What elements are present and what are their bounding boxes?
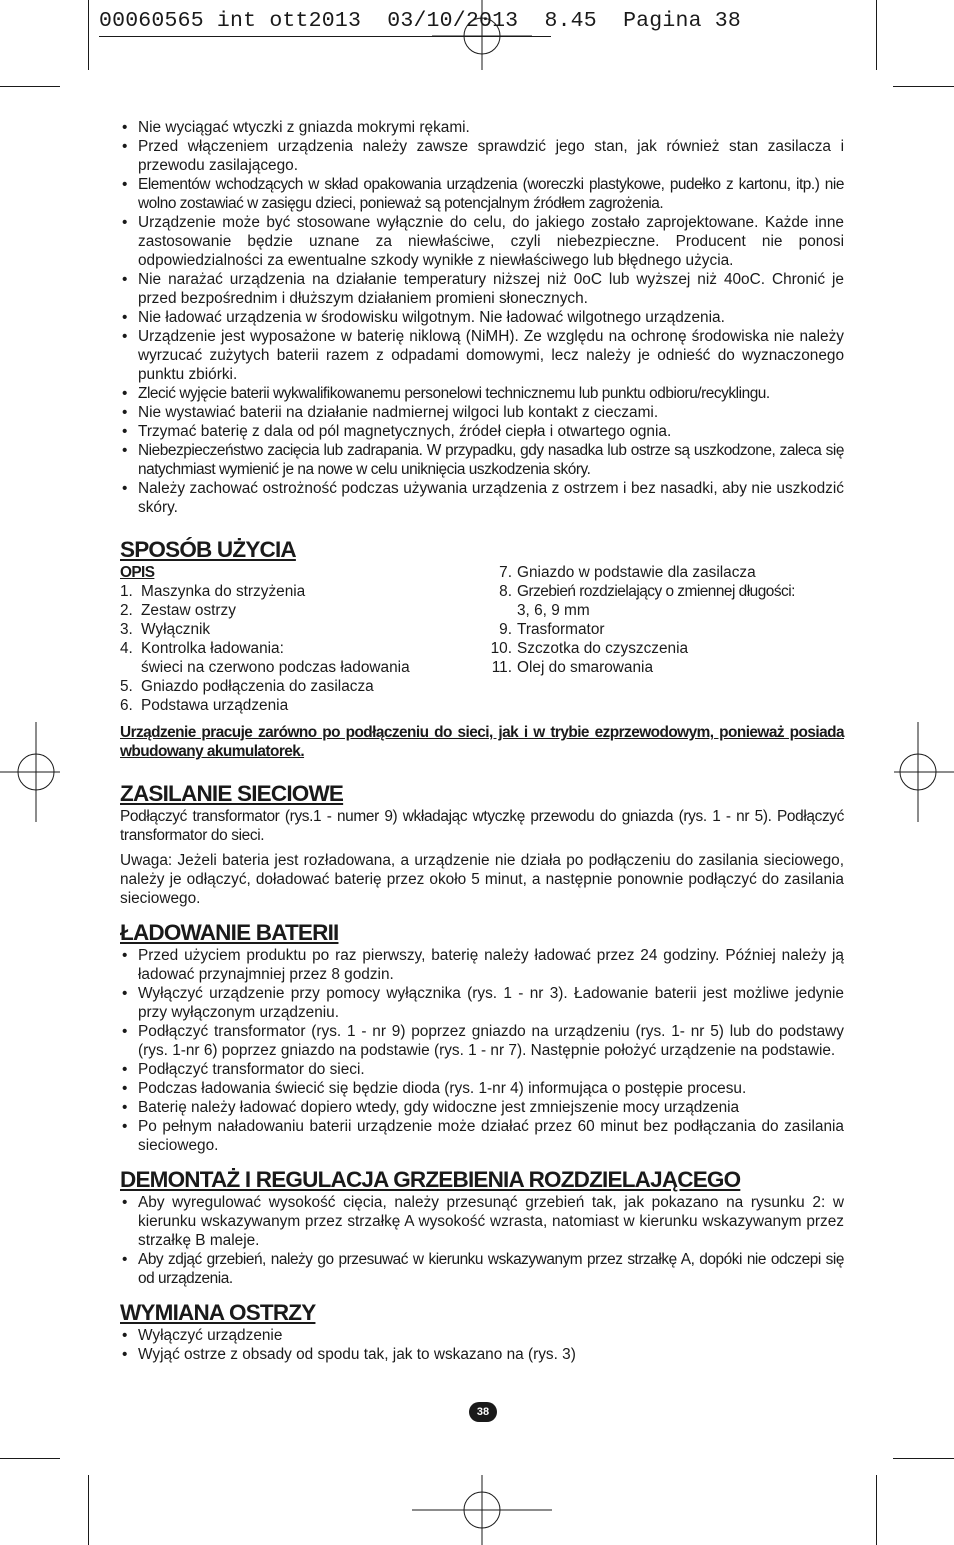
list-item: • Baterię należy ładować dopiero wtedy, gdy widoczne jest zmniejszenie mocy urządzenia — [120, 1098, 844, 1117]
part-number — [482, 601, 517, 620]
list-item: • Niebezpieczeństwo zacięcia lub zadrapania. W przypadku, gdy nasadka lub ostrze są uszkodzone, zaleca się natychmiast wymienić je na nowe w celu uniknięcia uszkodzenia skóry. — [120, 441, 844, 479]
part-number: 5. — [120, 678, 133, 695]
part-number: 9. — [499, 621, 512, 638]
list-item — [120, 601, 482, 620]
mains-warning: Uwaga: Jeżeli bateria jest rozładowana, a urządzenie nie działa po podłączeniu do zasilania sieciowego, należy je odłączyć, doładować baterię przez około 5 minut, a następnie ponownie podłączyć do zasilania sieciowego. — [120, 852, 844, 907]
part-number: 8. — [499, 583, 512, 600]
crop-mark-top-left-h — [0, 86, 60, 87]
list-item — [120, 582, 482, 601]
list-item: • Urządzenie jest wyposażone w baterię niklową (NiMH). Ze względu na ochronę środowiska nie należy wyrzucać zużytych baterii razem z odpadami domowymi, lecz należy je odnieść do wyznaczonego punktu zbiórki. — [120, 327, 844, 384]
registration-mark-bottom — [412, 1475, 552, 1545]
list-item: • Trzymać baterię z dala od pól magnetycznych, źródeł ciepła i otwartego ognia. — [120, 422, 844, 441]
parts-column-right — [482, 563, 844, 715]
list-item — [482, 639, 844, 658]
list-item — [482, 601, 844, 620]
comb-list — [120, 1193, 844, 1288]
list-item: • Zlecić wyjęcie baterii wykwalifikowanemu personelowi technicznemu lub punktu odbioru/recyklingu. — [120, 384, 844, 403]
list-item — [482, 582, 844, 601]
list-item: • Po pełnym naładowaniu baterii urządzenie może działać przez 60 minut bez podłączania do zasilania sieciowego. — [120, 1117, 844, 1155]
part-number: 1. — [120, 583, 133, 600]
list-item — [120, 696, 482, 715]
part-label: Szczotka do czyszczenia — [517, 640, 689, 657]
part-label: Wyłącznik — [141, 621, 211, 638]
list-item: • Podłączyć transformator (rys. 1 - nr 9) poprzez gniazdo na urządzeniu (rys. 1- nr 5) lub do podstawy (rys. 1-nr 6) poprzez gniazdo na podstawie (rys. 1 - nr 7). Następnie położyć urządzenie na podstawie. — [120, 1022, 844, 1060]
part-number — [120, 658, 141, 677]
list-item: • Nie narażać urządzenia na działanie temperatury niższej niż 0oC lub wyższej niż 40oC. Chronić je przed bezpośrednim i dłuższym działaniem promieni słonecznych. — [120, 270, 844, 308]
list-item: • Przed włączeniem urządzenia należy zawsze sprawdzić jego stan, jak również stan zasilacza i przewodu zasilającego. — [120, 137, 844, 175]
cordless-note: Urządzenie pracuje zarówno po podłączeniu do sieci, jak i w trybie ezprzewodowym, ponieważ posiada wbudowany akumulatorek. — [120, 724, 844, 760]
list-item: • Wyłączyć urządzenie przy pomocy wyłącznika (rys. 1 - nr 3). Ładowanie baterii jest możliwe jedynie przy wyłączonym urządzeniu. — [120, 984, 844, 1022]
part-number: 3. — [120, 621, 133, 638]
part-label: Maszynka do strzyżenia — [141, 583, 306, 600]
list-item: • Elementów wchodzących w skład opakowania urządzenia (woreczki plastykowe, pudełko z kartonu, itp.) nie wolno zostawiać w zasięgu dzieci, ponieważ są potencjalnym źródłem zagrożenia. — [120, 175, 844, 213]
registration-mark-right — [894, 722, 954, 822]
crop-mark-top-right — [876, 0, 877, 70]
list-item: • Nie wyciągać wtyczki z gniazda mokrymi rękami. — [120, 118, 844, 137]
list-item: • Podczas ładowania świecić się będzie dioda (rys. 1-nr 4) informująca o postępie procesu. — [120, 1079, 844, 1098]
crop-mark-bottom-right-h — [893, 1458, 954, 1459]
list-item: • Przed użyciem produktu po raz pierwszy, baterię należy ładować przez 24 godziny. Później należy ją ładować przynajmniej przez 8 godzin. — [120, 946, 844, 984]
list-item — [120, 639, 482, 658]
part-label: Podstawa urządzenia — [141, 697, 289, 714]
mains-paragraph: Podłączyć transformator (rys.1 - numer 9) wkładając wtyczkę przewodu do gniazda (rys. 1 - nr 5). Podłączyć transformator do sieci. — [120, 808, 844, 844]
list-item — [120, 658, 482, 677]
list-item — [482, 658, 844, 677]
list-item — [482, 620, 844, 639]
part-number: 7. — [499, 564, 512, 581]
section-title-comb: DEMONTAŻ I REGULACJA GRZEBIENIA ROZDZIELAJĄCEGO — [120, 1167, 741, 1192]
safety-list — [120, 118, 844, 517]
page-content — [120, 118, 844, 1364]
parts-column-left — [120, 582, 482, 715]
part-number: 4. — [120, 640, 133, 657]
list-item: • Należy zachować ostrożność podczas używania urządzenia z ostrzem i bez nasadki, aby nie uszkodzić skóry. — [120, 479, 844, 517]
part-label: Gniazdo podłączenia do zasilacza — [141, 678, 374, 695]
charging-list — [120, 946, 844, 1155]
section-title-charging: ŁADOWANIE BATERII — [120, 920, 339, 945]
list-item: • Aby wyregulować wysokość cięcia, należy przesunąć grzebień tak, jak pokazano na rysunku 2: w kierunku wskazywanym przez strzałkę A wysokość wzrasta, natomiast w kierunku wskazywanym przez strzałkę B maleje. — [120, 1193, 844, 1250]
crop-mark-bottom-right — [876, 1475, 877, 1545]
part-label: Grzebień rozdzielający o zmiennej długości: — [517, 583, 795, 600]
part-label: Zestaw ostrzy — [141, 602, 236, 619]
section-title-mains: ZASILANIE SIECIOWE — [120, 781, 344, 806]
section-title-usage: SPOSÓB UŻYCIA — [120, 537, 296, 562]
crop-mark-bottom-left — [88, 1475, 89, 1545]
crop-mark-top-left — [88, 0, 89, 70]
opis-label: OPIS — [120, 564, 155, 581]
list-item: • Wyłączyć urządzenie — [120, 1326, 844, 1345]
list-item: • Aby zdjąć grzebień, należy go przesuwać w kierunku wskazywanym przez strzałkę A, dopóki nie odczepi się od urządzenia. — [120, 1250, 844, 1288]
list-item — [482, 563, 844, 582]
blades-list — [120, 1326, 844, 1364]
part-number: 2. — [120, 602, 133, 619]
part-label: Trasformator — [517, 621, 605, 638]
list-item — [120, 620, 482, 639]
section-title-blades: WYMIANA OSTRZY — [120, 1300, 316, 1325]
part-label: Olej do smarowania — [517, 659, 654, 676]
part-label: świeci na czerwono podczas ładowania — [141, 659, 410, 676]
part-number: 10. — [490, 640, 512, 657]
registration-mark-left — [0, 722, 60, 822]
list-item — [120, 677, 482, 696]
list-item: • Wyjąć ostrze z obsady od spodu tak, jak to wskazano na (rys. 3) — [120, 1345, 844, 1364]
part-label: Kontrolka ładowania: — [141, 640, 284, 657]
part-number: 6. — [120, 697, 133, 714]
part-number: 11. — [491, 659, 512, 676]
part-label: 3, 6, 9 mm — [517, 602, 590, 619]
print-slug: 00060565 int ott2013 03/10/2013 8.45 Pagina 38 — [99, 6, 789, 36]
page-number-badge: 38 — [469, 1402, 497, 1422]
list-item: • Urządzenie może być stosowane wyłącznie do celu, do jakiego zostało zaprojektowane. Każde inne zastosowanie będzie uznane za niewłaściwe, czyli niebezpieczne. Producent nie ponosi odpowiedzialności za ewentualne szkody wynikłe z niewłaściwego lub błędnego użycia. — [120, 213, 844, 270]
list-item: • Podłączyć transformator do sieci. — [120, 1060, 844, 1079]
list-item: • Nie ładować urządzenia w środowisku wilgotnym. Nie ładować wilgotnego urządzenia. — [120, 308, 844, 327]
list-item: • Nie wystawiać baterii na działanie nadmiernej wilgoci lub kontakt z cieczami. — [120, 403, 844, 422]
crop-mark-top-right-h — [893, 86, 954, 87]
registration-mark-top — [432, 0, 532, 70]
part-label: Gniazdo w podstawie dla zasilacza — [517, 564, 756, 581]
crop-mark-bottom-left-h — [0, 1458, 60, 1459]
